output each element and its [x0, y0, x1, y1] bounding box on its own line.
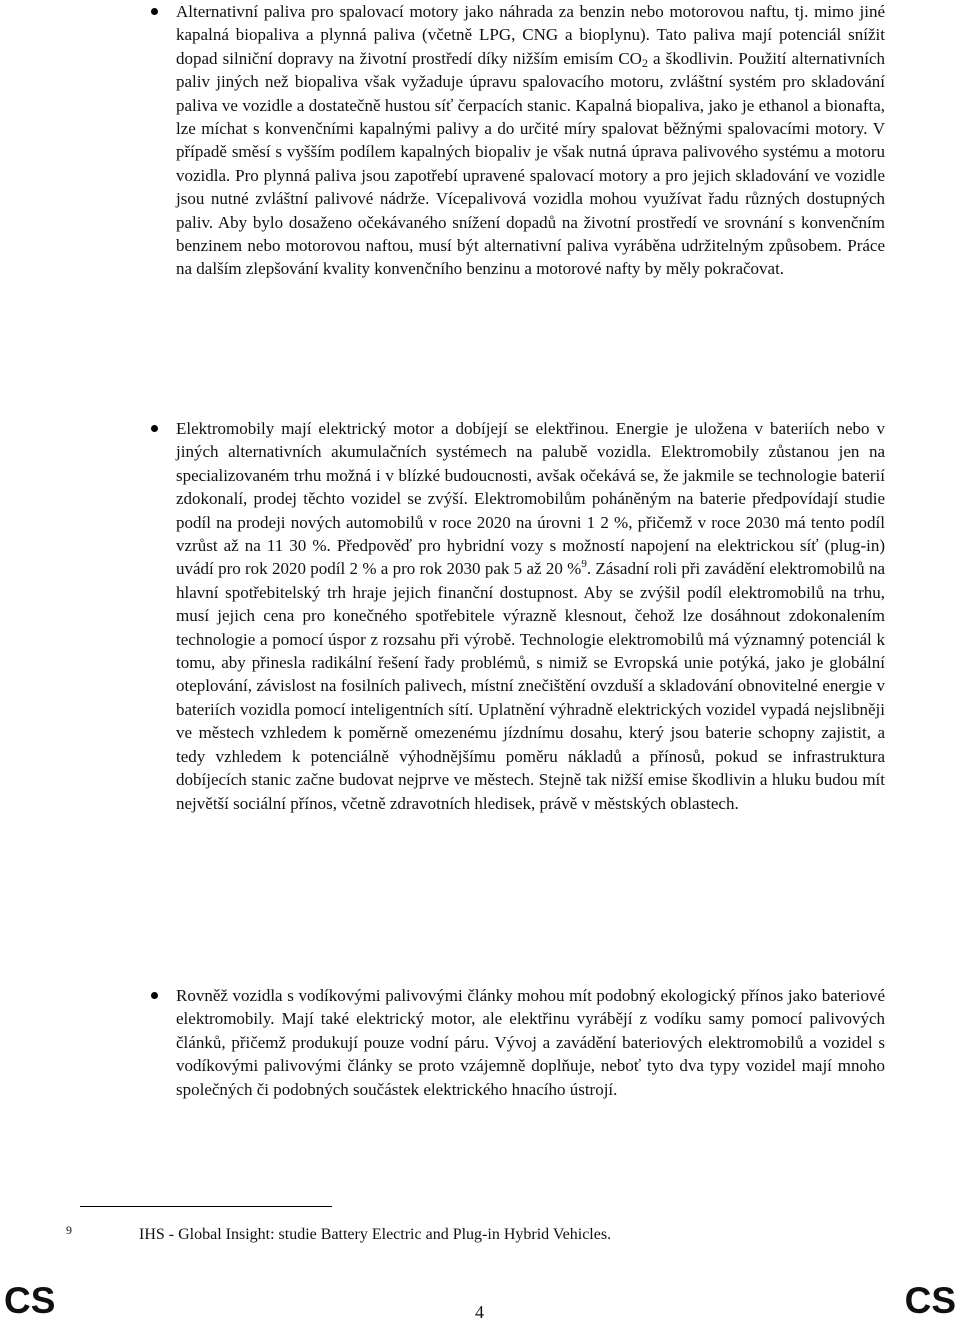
bullet-icon — [151, 8, 158, 15]
bullet-item-hydrogen-vehicles — [176, 984, 885, 1101]
footnote-text: IHS - Global Insight: studie Battery Electric and Plug-in Hybrid Vehicles. — [139, 1226, 612, 1243]
text-segment: Rovněž vozidla s vodíkovými palivovými články mohou mít podobný ekologický přínos jako bateriové elektromobily. Mají také elektrický motor, ale elektřinu vyrábějí z vodíku samy pomocí palivových článků, přičemž produkují pouze vodní páru. Vývoj a zavádění bateriových elektromobilů a vozidel s vodíkovými palivovými články se proto vzájemně doplňuje, neboť tyto dva typy vozidel mají mnoho společných či podobných součástek elektrického hnacího ústrojí. — [176, 986, 885, 1099]
footnote-reference: 9 — [581, 558, 587, 571]
bullet-item-alternative-fuels — [176, 0, 885, 281]
footer-language-mark-left: CS — [4, 1280, 56, 1321]
paragraph — [176, 417, 885, 815]
bullet-icon — [151, 992, 158, 999]
footnote-divider — [80, 1206, 332, 1207]
subscript: 2 — [641, 55, 648, 70]
text-segment: Alternativní paliva pro spalovací motory jako náhrada za benzin nebo motorovou naftu, tj. mimo jiné kapalná biopaliva a plynná paliva (včetně LPG, CNG a bioplynu). Tato paliva mají potenciál snížit dopad silniční dopravy na životní prostředí díky nižším emisím CO — [176, 2, 885, 68]
text-segment: Elektromobily mají elektrický motor a dobíjejí se elektřinou. Energie je uložena v bateriích nebo v jiných alternativních akumulačních systémech na palubě vozidla. Elektromobily zůstanou jen na specializovaném trhu možná i v blízké budoucnosti, avšak očekává se, že jakmile se technologie baterií zdokonalí, prodej těchto vozidel se zvýší. Elektromobilům poháněným na baterie předpovídají studie podíl na prodeji nových automobilů v roce 2020 na úrovni 1 2 %, přičemž v roce 2030 má tento podíl vzrůst až na 11 30 %. Předpověď pro hybridní vozy s možností napojení na elektrickou síť (plug-in) uvádí pro rok 2020 podíl 2 % a pro rok 2030 pak 5 až 20 % — [176, 419, 885, 579]
page-number: 4 — [475, 1302, 484, 1322]
paragraph — [176, 0, 885, 281]
bullet-item-electric-vehicles — [176, 417, 885, 815]
text-segment: a škodlivin. Použití alternativních paliv jiných než biopaliva však vyžaduje úpravu spalovacího motoru, zvláštní systém pro skladování paliva ve vozidle a dostatečně hustou síť čerpacích stanic. Kapalná biopaliva, jako je ethanol a bionafta, lze míchat s konvenčními kapalnými palivy a do určité míry spalovat běžnými spalovacími motory. V případě směsí s vyšším podílem kapalných biopaliv je však nutná úprava palivového systému a motoru vozidla. Pro plynná paliva jsou zapotřebí upravené spalovací motory a pro jejich skladování ve vozidle jsou nutné zvláštní palivové nádrže. Vícepalivová vozidla mohou využívat řadu různých dostupných paliv. Aby bylo dosaženo očekávaného snížení dopadů na životní prostředí ve srovnání s konvenčním benzinem nebo motorovou naftou, musí být alternativní paliva vyráběna udržitelným způsobem. Práce na dalším zlepšování kvality konvenčního benzinu a motorové nafty by měly pokračovat. — [176, 48, 886, 279]
text-segment: . Zásadní roli při zavádění elektromobilů na hlavní spotřebitelský trh hraje jejich finanční dostupnost. Aby se zvýšil podíl elektromobilů na trhu, musí jejich cena pro konečného spotřebitele výrazně klesnout, čehož lze dosáhnout zdokonalením technologie a pomocí úspor z rozsahu při výrobě. Technologie elektromobilů má významný potenciál k tomu, aby přinesla radikální řešení řady problémů, s nimiž se Evropská unie potýká, jako je globální oteplování, závislost na fosilních palivech, místní znečištění ovzduší a skladování obnovitelné energie v bateriích vozidla pomocí inteligentních sítí. Uplatnění výhradně elektrických vozidel vypadá nejslibněji ve městech vzhledem k poměrně omezenému jízdnímu dosahu, který jsou baterie schopny zajistit, a tedy vzhledem k potenciálně výhodnějšímu poměru nákladů a přínosů, pokud se infrastruktura dobíjecích stanic začne budovat nejprve ve městech. Stejně tak nižší emise škodlivin a hluku budou mít největší sociální přínos, včetně zdravotních hledisek, právě v městských oblastech. — [176, 559, 885, 813]
footer-language-mark-right: CS — [904, 1280, 956, 1321]
paragraph — [176, 984, 885, 1101]
bullet-icon — [151, 425, 158, 432]
footnote-number: 9 — [66, 1223, 72, 1237]
